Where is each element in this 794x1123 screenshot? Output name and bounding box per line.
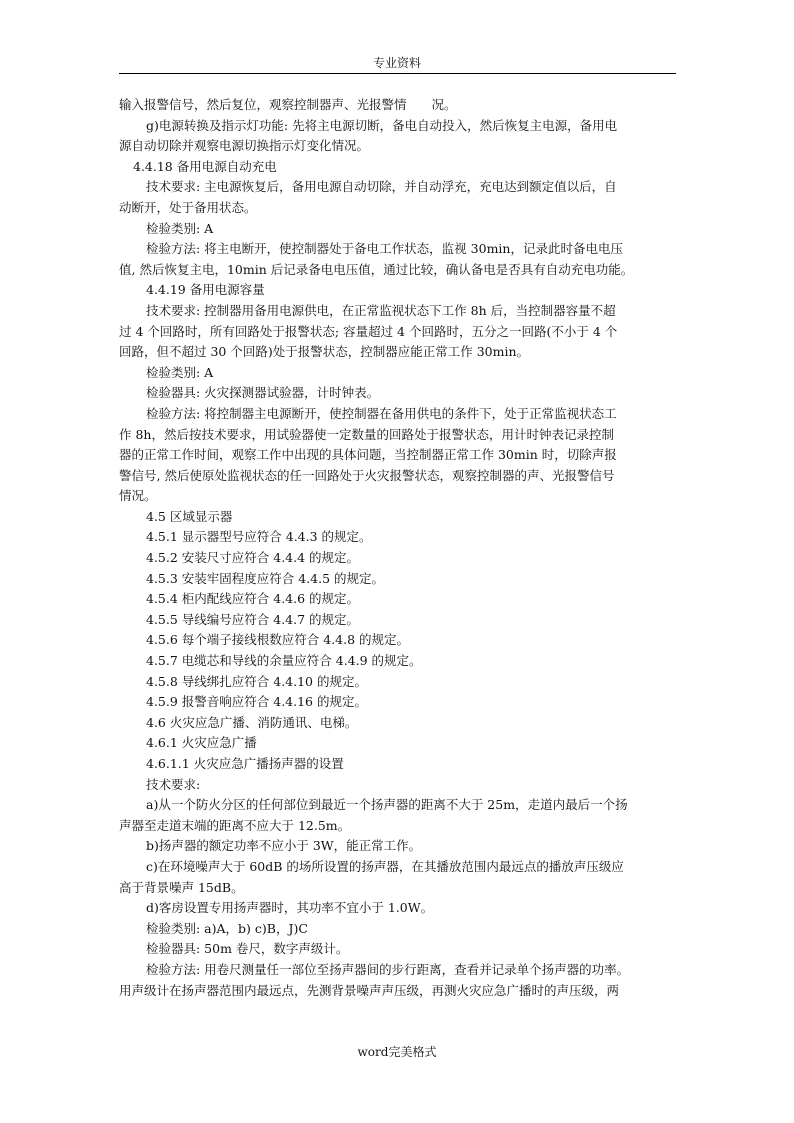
text-line: 检验器具: 火灾探测器试验器，计时钟表。 bbox=[146, 385, 380, 401]
text-line: 4.5.9 报警音响应符合 4.4.16 的规定。 bbox=[146, 694, 367, 710]
text-line: 技术要求: 控制器用备用电源供电，在正常监视状态下工作 8h 后，当控制器容量不超 bbox=[146, 302, 616, 318]
text-line: 动断开，处于备用状态。 bbox=[119, 199, 257, 215]
text-line: d)客房设置专用扬声器时，其功率不宜小于 1.0W。 bbox=[146, 900, 434, 916]
page-header: 专业资料 bbox=[372, 56, 421, 70]
text-line: 检验类别: A bbox=[146, 220, 214, 236]
text-line: 警信号, 然后使原处监视状态的任一回路处于火灾报警状态，观察控制器的声、光报警信号 bbox=[119, 467, 615, 483]
section-heading: 4.6 火灾应急广播、消防通讯、电梯。 bbox=[146, 714, 358, 730]
text-line: 情况。 bbox=[119, 488, 157, 504]
text-line: 4.5.5 导线编号应符合 4.4.7 的规定。 bbox=[146, 611, 360, 627]
text-line: 高于背景噪声 15dB。 bbox=[119, 879, 244, 895]
text-line: 回路，但不超过 30 个回路)处于报警状态，控制器应能正常工作 30min。 bbox=[119, 344, 530, 360]
text-line: 4.5.1 显示器型号应符合 4.4.3 的规定。 bbox=[146, 529, 372, 545]
text-line: b)扬声器的额定功率不应小于 3W，能正常工作。 bbox=[146, 838, 422, 854]
text-line: 检验类别: A bbox=[146, 364, 214, 380]
text-line: 检验方法: 将主电断开，使控制器处于备电工作状态，监视 30min，记录此时备电电压 bbox=[146, 241, 623, 257]
header-rule bbox=[119, 73, 676, 74]
text-line: 值, 然后恢复主电，10min 后记录备电电压值，通过比较，确认备电是否具有自动充电功能。 bbox=[119, 261, 634, 277]
text-line: 4.5.4 柜内配线应符合 4.4.6 的规定。 bbox=[146, 591, 360, 607]
text-line: a)从一个防火分区的任何部位到最近一个扬声器的距离不大于 25m，走道内最后一个扬 bbox=[146, 797, 628, 813]
text-line: c)在环境噪声大于 60dB 的场所设置的扬声器，在其播放范围内最远点的播放声压级应 bbox=[146, 858, 624, 874]
text-line: 源自动切除并观察电源切换指示灯变化情况。 bbox=[119, 138, 370, 154]
text-line: 4.5.7 电缆芯和导线的余量应符合 4.4.9 的规定。 bbox=[146, 653, 422, 669]
text-line: 检验方法: 将控制器主电源断开，使控制器在备用供电的条件下，处于正常监视状态工 bbox=[146, 405, 617, 421]
text-line: 检验类别: a)A，b) c)B，J)C bbox=[146, 920, 308, 936]
text-line: 4.5.2 安装尺寸应符合 4.4.4 的规定。 bbox=[146, 550, 360, 566]
section-heading: 4.6.1.1 火灾应急广播扬声器的设置 bbox=[146, 756, 344, 771]
page-footer: word完美格式 bbox=[357, 1045, 437, 1059]
document-body bbox=[119, 95, 679, 1001]
section-heading: 4.4.19 备用电源容量 bbox=[146, 282, 265, 298]
text-line: 检验方法: 用卷尺测量任一部位至扬声器间的步行距离，查看并记录单个扬声器的功率。 bbox=[146, 961, 630, 977]
text-line: 声器至走道末端的距离不应大于 12.5m。 bbox=[119, 817, 351, 833]
text-line: 4.5.3 安装牢固程度应符合 4.4.5 的规定。 bbox=[146, 570, 385, 586]
text-line: 用声级计在扬声器范围内最远点，先测背景噪声声压级，再测火灾应急广播时的声压级，两 bbox=[119, 982, 620, 998]
text-line: 器的正常工作时间，观察工作中出现的具体问题，当控制器正常工作 30min 时，切除声报 bbox=[119, 447, 617, 463]
text-line: 4.5.8 导线绑扎应符合 4.4.10 的规定。 bbox=[146, 673, 367, 689]
text-line: 作 8h，然后按技术要求，用试验器使一定数量的回路处于报警状态，用计时钟表记录控制 bbox=[119, 426, 614, 442]
text-line: 检验器具: 50m 卷尺，数字声级计。 bbox=[146, 941, 349, 957]
text-line: 技术要求: bbox=[146, 776, 201, 792]
section-heading: 4.4.18 备用电源自动充电 bbox=[133, 158, 277, 174]
text-line: g)电源转换及指示灯功能: 先将主电源切断，备电自动投入，然后恢复主电源，备用电 bbox=[146, 117, 618, 133]
text-line: 4.5.6 每个端子接线根数应符合 4.4.8 的规定。 bbox=[146, 632, 410, 648]
section-heading: 4.5 区域显示器 bbox=[146, 508, 233, 524]
text-line: 过 4 个回路时，所有回路处于报警状态; 容量超过 4 个回路时，五分之一回路(不小于 4 个 bbox=[119, 323, 618, 339]
section-heading: 4.6.1 火灾应急广播 bbox=[146, 735, 257, 751]
text-line: 输入报警信号，然后复位，观察控制器声、光报警情 况。 bbox=[119, 97, 457, 112]
text-line: 技术要求: 主电源恢复后，备用电源自动切除，并自动浮充，充电达到额定值以后，自 bbox=[146, 179, 617, 195]
